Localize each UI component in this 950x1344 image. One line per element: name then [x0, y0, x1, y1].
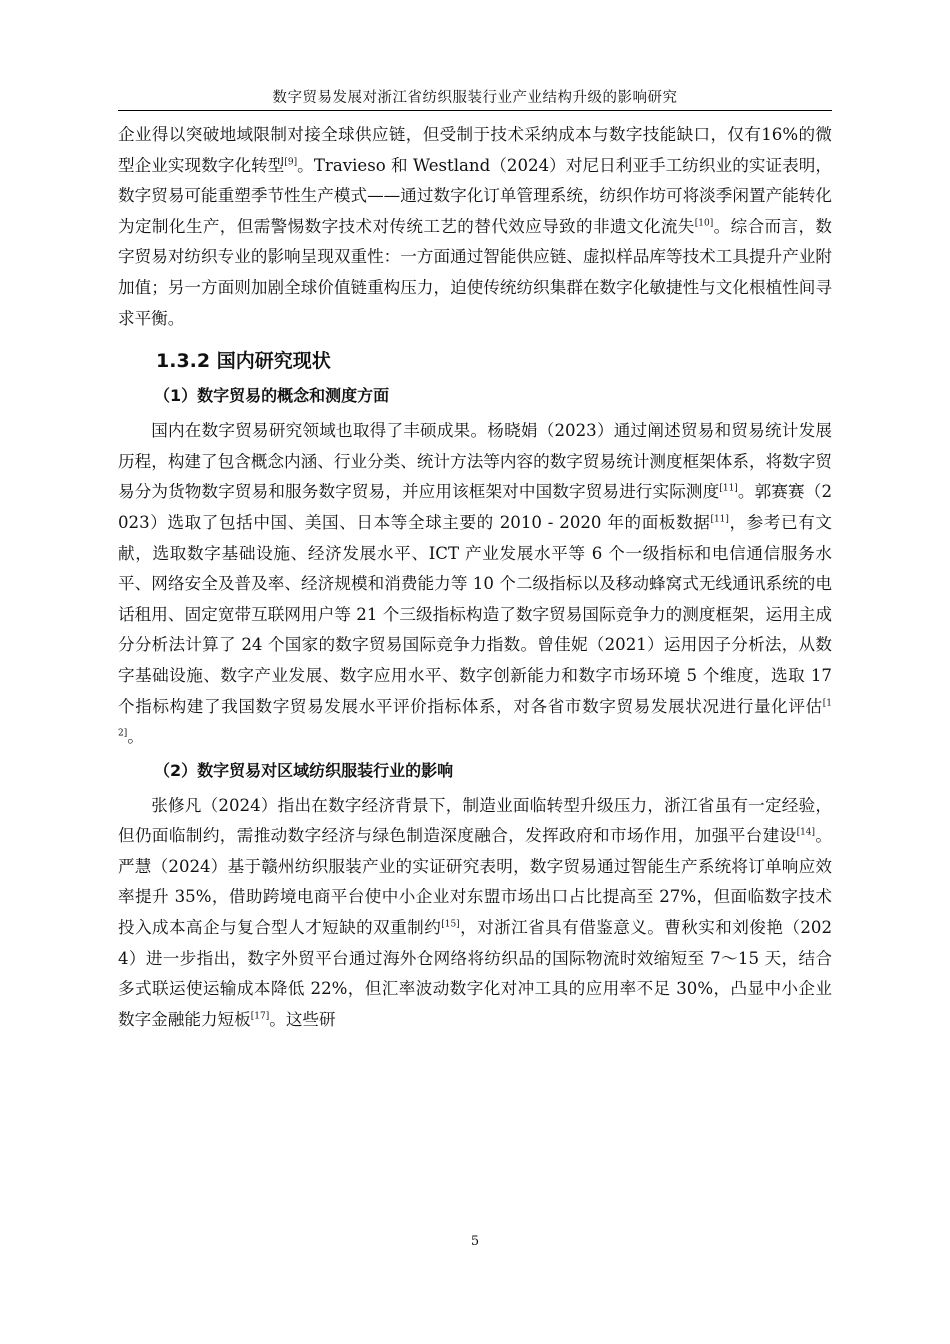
subsection-heading-regional-impact: （2）数字贸易对区域纺织服装行业的影响 — [154, 760, 454, 780]
section-heading: 1.3.2 国内研究现状 — [156, 350, 331, 373]
citation-ref: [15] — [441, 919, 460, 930]
page-number: 5 — [470, 1234, 480, 1249]
text-run: 。这些研 — [269, 1009, 336, 1029]
text-run: ，对浙江省具有借鉴意义。曹秋实和刘俊艳（2024）进一步指出，数字外贸平台通过海外仓网络将纺织品的国际物流时效缩短至 7～15 天，结合多式联运使运输成本降低 22%，但汇率波动数字化对冲工具的应用率不足 30%，凸显中小企业数字金融能力短板 — [118, 918, 833, 1029]
paragraph-regional-impact — [118, 791, 832, 1036]
citation-ref: [10] — [694, 218, 714, 229]
subsection-heading-concept: （1）数字贸易的概念和测度方面 — [154, 386, 390, 406]
citation-ref: [17] — [250, 1011, 270, 1022]
page-body — [118, 120, 832, 1035]
text-run: 。综合而言，数字贸易对纺织专业的影响呈现双重性：一方面通过智能供应链、虚拟样品库等技术工具提升产业附加值；另一方面则加剧全球价值链重构压力，迫使传统纺织集群在数字化敏捷性与文化根植性间寻求平衡。 — [118, 216, 833, 328]
text-run: 。郭赛赛（2023）选取了包括中国、美国、日本等全球主要的 2010 - 2020 年的面板数据 — [118, 482, 832, 532]
text-run: 。严慧（2024）基于赣州纺织服装产业的实证研究表明，数字贸易通过智能生产系统将订单响应效率提升 35%，借助跨境电商平台使中小企业对东盟市场出口占比提高至 27%，但面临数字技术投入成本高企与复合型人才短缺的双重制约 — [118, 826, 833, 938]
header-rule — [118, 110, 832, 111]
text-run: 。Travieso 和 Westland（2024）对尼日利亚手工纺织业的实证表明，数字贸易可能重塑季节性生产模式——通过数字化订单管理系统，纺织作坊可将淡季闲置产能转化为定制化生产，但需警惕数字技术对传统工艺的替代效应导致的非遗文化流失 — [118, 155, 832, 236]
citation-ref: [12] — [118, 697, 832, 739]
citation-ref: [9] — [284, 157, 298, 168]
text-run: 张修凡（2024）指出在数字经济背景下，制造业面临转型升级压力，浙江省虽有一定经验，但仍面临制约，需推动数字经济与绿色制造深度融合，发挥政府和市场作用，加强平台建设 — [118, 795, 832, 846]
paragraph-foreign-research-tail — [118, 120, 832, 334]
citation-ref: [14] — [796, 827, 816, 838]
text-run: ，参考已有文献，选取数字基础设施、经济发展水平、ICT 产业发展水平等 6 个一级指标和电信通信服务水平、网络安全及普及率、经济规模和消费能力等 10 个二级指标以及移动蜂窝式无线通讯系统的电话租用、固定宽带互联网用户等 21 个三级指标构造了数字贸易国际竞争力的测度框架，运用主成分分析法计算了 24 个国家的数字贸易国际竞争力指数。曾佳妮（2021）运用因子分析法，从数字基础设施、数字产业发展、数字应用水平、数字创新能力和数字市场环境 5 个维度，选取 17 个指标构建了我国数字贸易发展水平评价指标体系，对各省市数字贸易发展状况进行量化评估 — [118, 512, 832, 716]
text-run: 企业得以突破地域限制对接全球供应链，但受制于技术采纳成本与数字技能缺口，仅有16%的微型企业实现数字化转型 — [118, 125, 832, 175]
citation-ref: [11] — [719, 483, 738, 494]
running-header-title: 数字贸易发展对浙江省纺织服装行业产业结构升级的影响研究 — [272, 90, 678, 106]
paragraph-concept-measurement — [118, 416, 832, 753]
text-run: 国内在数字贸易研究领域也取得了丰硕成果。杨晓娟（2023）通过阐述贸易和贸易统计发展历程，构建了包含概念内涵、行业分类、统计方法等内容的数字贸易统计测度框架体系，将数字贸易分为货物数字贸易和服务数字贸易，并应用该框架对中国数字贸易进行实际测度 — [118, 421, 832, 502]
citation-ref: [11] — [710, 514, 729, 525]
text-run: 。 — [127, 727, 144, 747]
